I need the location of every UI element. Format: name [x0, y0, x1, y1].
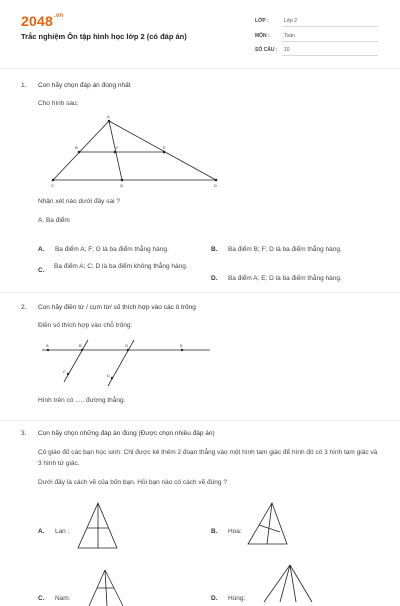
meta-label-class: LỚP : — [255, 18, 269, 24]
drawing-hung — [258, 562, 318, 602]
option-c[interactable] — [38, 262, 198, 274]
option-a[interactable] — [38, 238, 198, 256]
point-label: B — [79, 343, 82, 348]
drawing-nam — [85, 566, 130, 606]
point-label: G — [125, 343, 129, 348]
drawing-lan — [75, 500, 120, 550]
point-label: E — [163, 145, 166, 150]
answer-line: A. Ba điểm — [38, 217, 70, 224]
option-letter: B. — [211, 528, 218, 535]
question-divider — [0, 420, 400, 421]
fill-in-text[interactable] — [38, 397, 125, 404]
option-d[interactable] — [211, 267, 381, 285]
question-statement: Nhận xét nào dưới đây sai ? — [38, 198, 120, 205]
option-text: Hoa: — [227, 528, 242, 535]
option-b[interactable] — [211, 238, 381, 256]
point-label: A — [46, 343, 49, 348]
option-letter: D. — [211, 275, 218, 282]
drawing-hoa — [245, 500, 290, 550]
option-letter: C. — [38, 267, 45, 274]
option-text: Ba điểm A; F; G là ba điểm thẳng hàng. — [54, 246, 169, 253]
option-a[interactable] — [38, 520, 69, 538]
option-text: Hùng: — [227, 595, 246, 602]
option-letter: B. — [211, 246, 218, 253]
meta-value-subject: Toán — [284, 33, 295, 39]
meta-value-count: 10 — [284, 47, 290, 53]
question-paragraph: Cô giáo đố các bạn học sinh: Chỉ được kẻ thêm 2 đoạn thẳng vào một hình tam giác để hình đó có 3 hình tam giác và 3 hình tứ giác. — [38, 449, 378, 467]
page-title: Trắc nghiệm Ôn tập hình học lớp 2 (có đáp án) — [21, 32, 187, 41]
meta-label-count: SỐ CÂU : — [255, 47, 278, 53]
point-label: F — [116, 145, 119, 150]
header-divider — [0, 68, 400, 69]
option-letter: D. — [211, 595, 218, 602]
question-intro: Cho hình sau: — [38, 100, 79, 107]
triangle-figure — [40, 115, 230, 195]
question-intro: Điền số thích hợp vào chỗ trống: — [38, 322, 133, 329]
question-number: 1. — [21, 82, 27, 89]
meta-value-class: Lớp 2 — [284, 18, 298, 24]
logo-suffix: .vn — [53, 13, 64, 19]
meta-divider — [282, 41, 378, 42]
option-d[interactable] — [211, 587, 245, 605]
option-text: Nam: — [54, 595, 71, 602]
question-prompt: Con hãy chọn những đáp án đúng (Được chọn nhiều đáp án) — [38, 430, 215, 437]
question-number: 3. — [21, 430, 27, 437]
option-c[interactable] — [38, 587, 70, 605]
point-label: E — [180, 343, 183, 348]
point-label: B — [75, 145, 78, 150]
question-paragraph: Dưới đây là cách vẽ của bốn bạn. Hỏi bạn nào có cách vẽ đúng ? — [38, 479, 227, 486]
question-divider — [0, 292, 400, 293]
point-label: C — [51, 183, 54, 188]
option-letter: C. — [38, 595, 45, 602]
option-text: Ba điểm B; F; D là ba điểm thẳng hàng. — [227, 246, 342, 253]
option-text: Lan : — [54, 528, 70, 535]
question-prompt: Con hãy chọn đáp án đúng nhất — [38, 82, 131, 89]
option-letter: A. — [38, 528, 45, 535]
point-label: A — [107, 114, 110, 119]
meta-label-subject: MÔN : — [255, 33, 270, 39]
site-logo[interactable] — [21, 13, 63, 29]
meta-divider — [282, 55, 378, 56]
question-prompt: Con hãy điền từ / cụm từ/ số thích hợp vào các ô trống — [38, 304, 196, 311]
point-label: C — [63, 369, 66, 374]
option-text: Ba điểm A; C; D là ba điểm không thẳng hàng. — [54, 263, 188, 270]
point-label: D — [214, 183, 217, 188]
question-number: 2. — [21, 304, 27, 311]
fill-in-label: Hình trên có ..... đường thẳng. — [38, 397, 126, 404]
lines-figure — [40, 340, 215, 390]
meta-divider — [282, 26, 378, 27]
point-label: G — [120, 183, 124, 188]
point-label: D — [107, 373, 110, 378]
option-text: Ba điểm A; E; D là ba điểm thẳng hàng. — [227, 275, 342, 282]
logo-text: 2048 — [21, 13, 53, 29]
option-b[interactable] — [211, 520, 242, 538]
option-letter: A. — [38, 246, 45, 253]
